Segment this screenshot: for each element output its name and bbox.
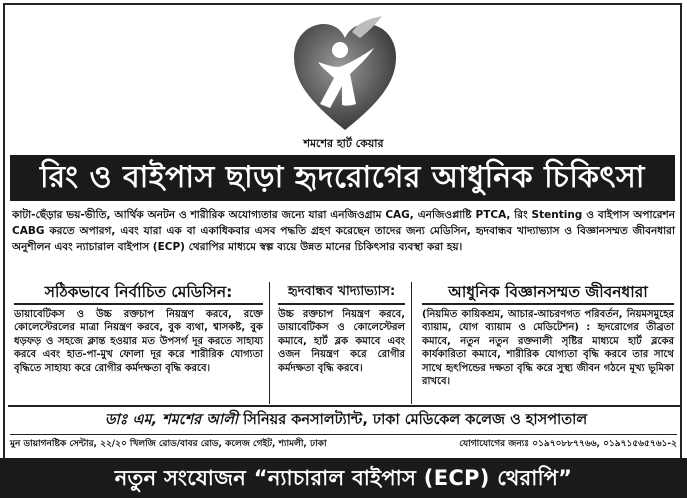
heart-care-logo [290, 12, 400, 142]
intro-paragraph: কাটা-ছেঁড়ার ভয়-ভীতি, আর্থিক অনটন ও শারীরিক অযোগ্যতার জন্যে যারা এনজিওগ্রাম CAG, এনজিওপ্লাষ্টি PTCA, রিং Stenting ও বাইপাস অপারেশন CABG করতে অপারগ, এবং যারা এক বা একাধিকবার এসব পদ্ধতি গ্রহণ করেছেন তাদের জন্য মেডিসিন, হৃদবান্ধব খাদ্যাভ্যাস ও বিজ্ঞানসম্মত জীবনধারা অনুশীলন এবং ন্যাচারাল বাইপাস (ECP) থেরাপির মাধ্যমে স্বল্প ব্যয়ে উন্নত মানের চিকিৎসার ব্যবস্থা করা হয়। [12, 209, 675, 253]
divider [8, 405, 680, 407]
medicine-column [8, 282, 270, 404]
doctor-signature [10, 410, 682, 430]
contact: যোগাযোগের জন্যঃ ০১৯৭০৮৮৭৭৬৬, ০১৯৭১৫৬৫৭৬১-২ [459, 439, 677, 449]
column-body: উচ্চ রক্তচাপ নিয়ন্ত্রণ করবে, ডায়াবেটিকস ও কোলেস্টেরল কমাবে, হার্ট ব্লক কমাবে এবং ওজন নিয়ন্ত্রণ করে রোগীর কর্মদক্ষতা বৃদ্ধি করবে। [278, 309, 405, 374]
doctor-title: সিনিয়র কনসালট্যান্ট, ঢাকা মেডিকেল কলেজ ও হাসপাতাল [243, 412, 588, 428]
column-body: ডায়াবেটিকস ও উচ্চ রক্তচাপ নিয়ন্ত্রণ করবে, রক্তে কোলেস্টেরলের মাত্রা নিয়ন্ত্রণ করবে, বুক ব্যথা, শ্বাসকষ্ট, বুক ধড়ফড় ও সহজে ক্লান্ত হওয়ার মত উপসর্গ দূর করতে সাহায্য করবে এবং হাত-পা-মুখ ফোলা দূর করে শারীরিক যোগ্যতা বৃদ্ধিতে সাহায্য করে রোগীর কর্মদক্ষতা বৃদ্ধি করবে। [14, 309, 263, 374]
column-heading: আধুনিক বিজ্ঞানসম্মত জীবনধারা [422, 282, 674, 305]
heart-person-icon [290, 12, 400, 142]
column-body-wrap [416, 308, 680, 388]
column-subheading: (নিয়মিত কায়িকশ্রম, আচার-আচরণগত পরিবর্তন, নিয়মসমুহের ব্যায়াম, যোগ ব্যায়াম ও মেডিটেশন) : [422, 309, 674, 334]
address-row [10, 434, 677, 451]
logo-caption: শমশের হার্ট কেয়ার [303, 137, 384, 150]
lifestyle-column [416, 282, 680, 404]
headline: রিং ও বাইপাস ছাড়া হৃদরোগের আধুনিক চিকিৎসা [10, 155, 675, 201]
column-heading: সঠিকভাবে নির্বাচিত মেডিসিন: [14, 282, 263, 305]
footer-banner: নতুন সংযোজন “ন্যাচারাল বাইপাস (ECP) থেরাপি” [0, 458, 687, 498]
doctor-name: ডাঃ এম, শমশের আলী [104, 412, 239, 428]
address: মুন ডায়াগনষ্টিক সেন্টার, ২২/২০ খিলজি রোড/বাবর রোড, কলেজ গেইট, শ্যামলী, ঢাকা [10, 439, 327, 449]
diet-column [272, 282, 412, 404]
column-heading: হৃদবান্ধব খাদ্যাভ্যাস: [278, 282, 405, 305]
column-body: হৃদরোগের তীব্রতা কমাবে, নতুন নতুন রক্তনালী সৃষ্টির মাধ্যমে হার্ট ব্লকের কার্যকারিতা কমাবে, শারীরিক যোগ্যতা বৃদ্ধি করবে তার সাথে সাথে হৃৎপিন্ডের দক্ষতা বৃদ্ধি করে সুস্থ্য জীবন গঠনে মূখ্য ভূমিকা রাখবে। [422, 322, 674, 388]
